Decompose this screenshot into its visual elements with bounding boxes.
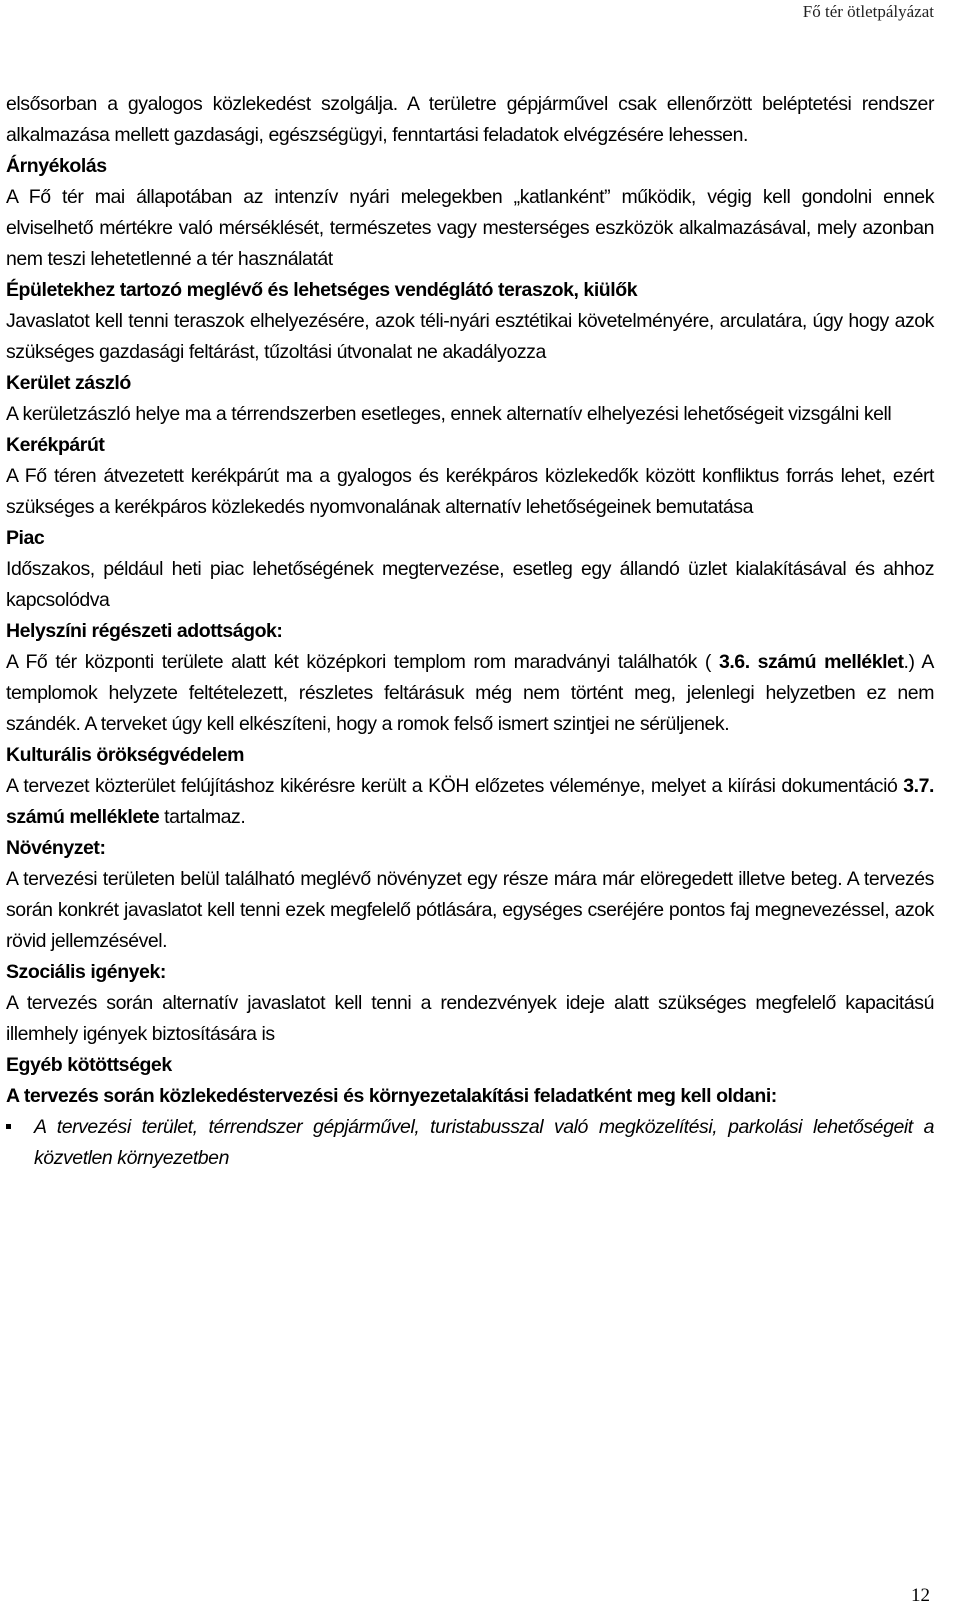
heading-arnyekolas: Árnyékolás — [6, 155, 107, 177]
orokseg-text-post: tartalmaz. — [159, 806, 246, 828]
heading-kerekparut: Kerékpárút — [6, 434, 105, 456]
orokseg-attachment-ref: 3.7. számú melléklete — [6, 775, 934, 828]
paragraph-regeszet — [6, 647, 934, 740]
document-body — [6, 89, 934, 1174]
heading-regeszet: Helyszíni régészeti adottságok: — [6, 620, 283, 642]
paragraph-teraszok: Javaslatot kell tenni teraszok elhelyezésére, azok téli-nyári esztétikai követelményére, arculatára, úgy hogy azok szükséges gazdasági feltárást, tűzoltási útvonalat ne akadályozza — [6, 310, 934, 363]
heading-feladatok: A tervezés során közlekedéstervezési és környezetalakítási feladatként meg kell oldani: — [6, 1085, 777, 1107]
bullet-square-icon — [6, 1124, 11, 1129]
heading-orokseg: Kulturális örökségvédelem — [6, 744, 245, 766]
intro-paragraph: elsősorban a gyalogos közlekedést szolgálja. A területre gépjárművel csak ellenőrzött beléptetési rendszer alkalmazása mellett gazdasági, egészségügyi, fenntartási feladatok elvégzésére lehessen. — [6, 93, 934, 146]
heading-novenyzet: Növényzet: — [6, 837, 106, 859]
regeszet-text-pre: A Fő tér központi területe alatt két középkori templom rom maradványi találhatók ( — [6, 651, 719, 673]
list-item — [6, 1112, 934, 1174]
paragraph-novenyzet: A tervezési területen belül található meglévő növényzet egy része mára már elöregedett illetve beteg. A tervezés során konkrét javaslatot kell tenni ezek megfelelő pótlására, egységes cseréjére pontos faj megnevezéssel, azok rövid jellemzésével. — [6, 868, 934, 952]
heading-zaszlo: Kerület zászló — [6, 372, 131, 394]
paragraph-zaszlo: A kerületzászló helye ma a térrendszerben esetleges, ennek alternatív elhelyezési lehetőségeit vizsgálni kell — [6, 403, 892, 425]
paragraph-kerekparut: A Fő téren átvezetett kerékpárút ma a gyalogos és kerékpáros közlekedők között konfliktus forrás lehet, ezért szükséges a kerékpáros közlekedés nyomvonalának alternatív lehetőségeinek bemutatása — [6, 465, 934, 518]
running-header: Fő tér ötletpályázat — [802, 2, 934, 21]
paragraph-orokseg — [6, 771, 934, 833]
paragraph-szocialis: A tervezés során alternatív javaslatot kell tenni a rendezvények ideje alatt szükséges megfelelő kapacitású illemhely igények biztosítására is — [6, 992, 934, 1045]
list-item-text: A tervezési terület, térrendszer gépjárművel, turistabusszal való megközelítési, parkolási lehetőségeit a közvetlen környezetben — [34, 1116, 934, 1169]
paragraph-arnyekolas: A Fő tér mai állapotában az intenzív nyári melegekben „katlanként” működik, végig kell gondolni ennek elviselhető mértékre való mérséklését, természetes vagy mesterséges eszközök alkalmazásával, mely azonban nem teszi lehetetlenné a tér használatát — [6, 186, 934, 270]
regeszet-attachment-ref: 3.6. számú melléklet — [718, 651, 904, 673]
heading-egyeb-kotottsegek: Egyéb kötöttségek — [6, 1054, 172, 1076]
regeszet-text-post: .) A templomok helyzete feltételezett, részletes feltárásuk még nem történt meg, jelenlegi helyzetben ez nem szándék. A terveket úgy kell elkészíteni, hogy a romok felső ismert szintjei ne sérüljenek. — [6, 651, 934, 735]
page-number: 12 — [911, 1585, 930, 1606]
heading-piac: Piac — [6, 527, 45, 549]
heading-teraszok: Épületekhez tartozó meglévő és lehetséges vendéglátó teraszok, kiülők — [6, 279, 638, 301]
heading-szocialis: Szociális igények: — [6, 961, 166, 983]
orokseg-text-pre: A tervezet közterület felújításhoz kikérésre került a KÖH előzetes véleménye, melyet a kiírási dokumentáció — [6, 775, 904, 797]
paragraph-piac: Időszakos, például heti piac lehetőségének megtervezése, esetleg egy állandó üzlet kialakításával és ahhoz kapcsolódva — [6, 558, 934, 611]
